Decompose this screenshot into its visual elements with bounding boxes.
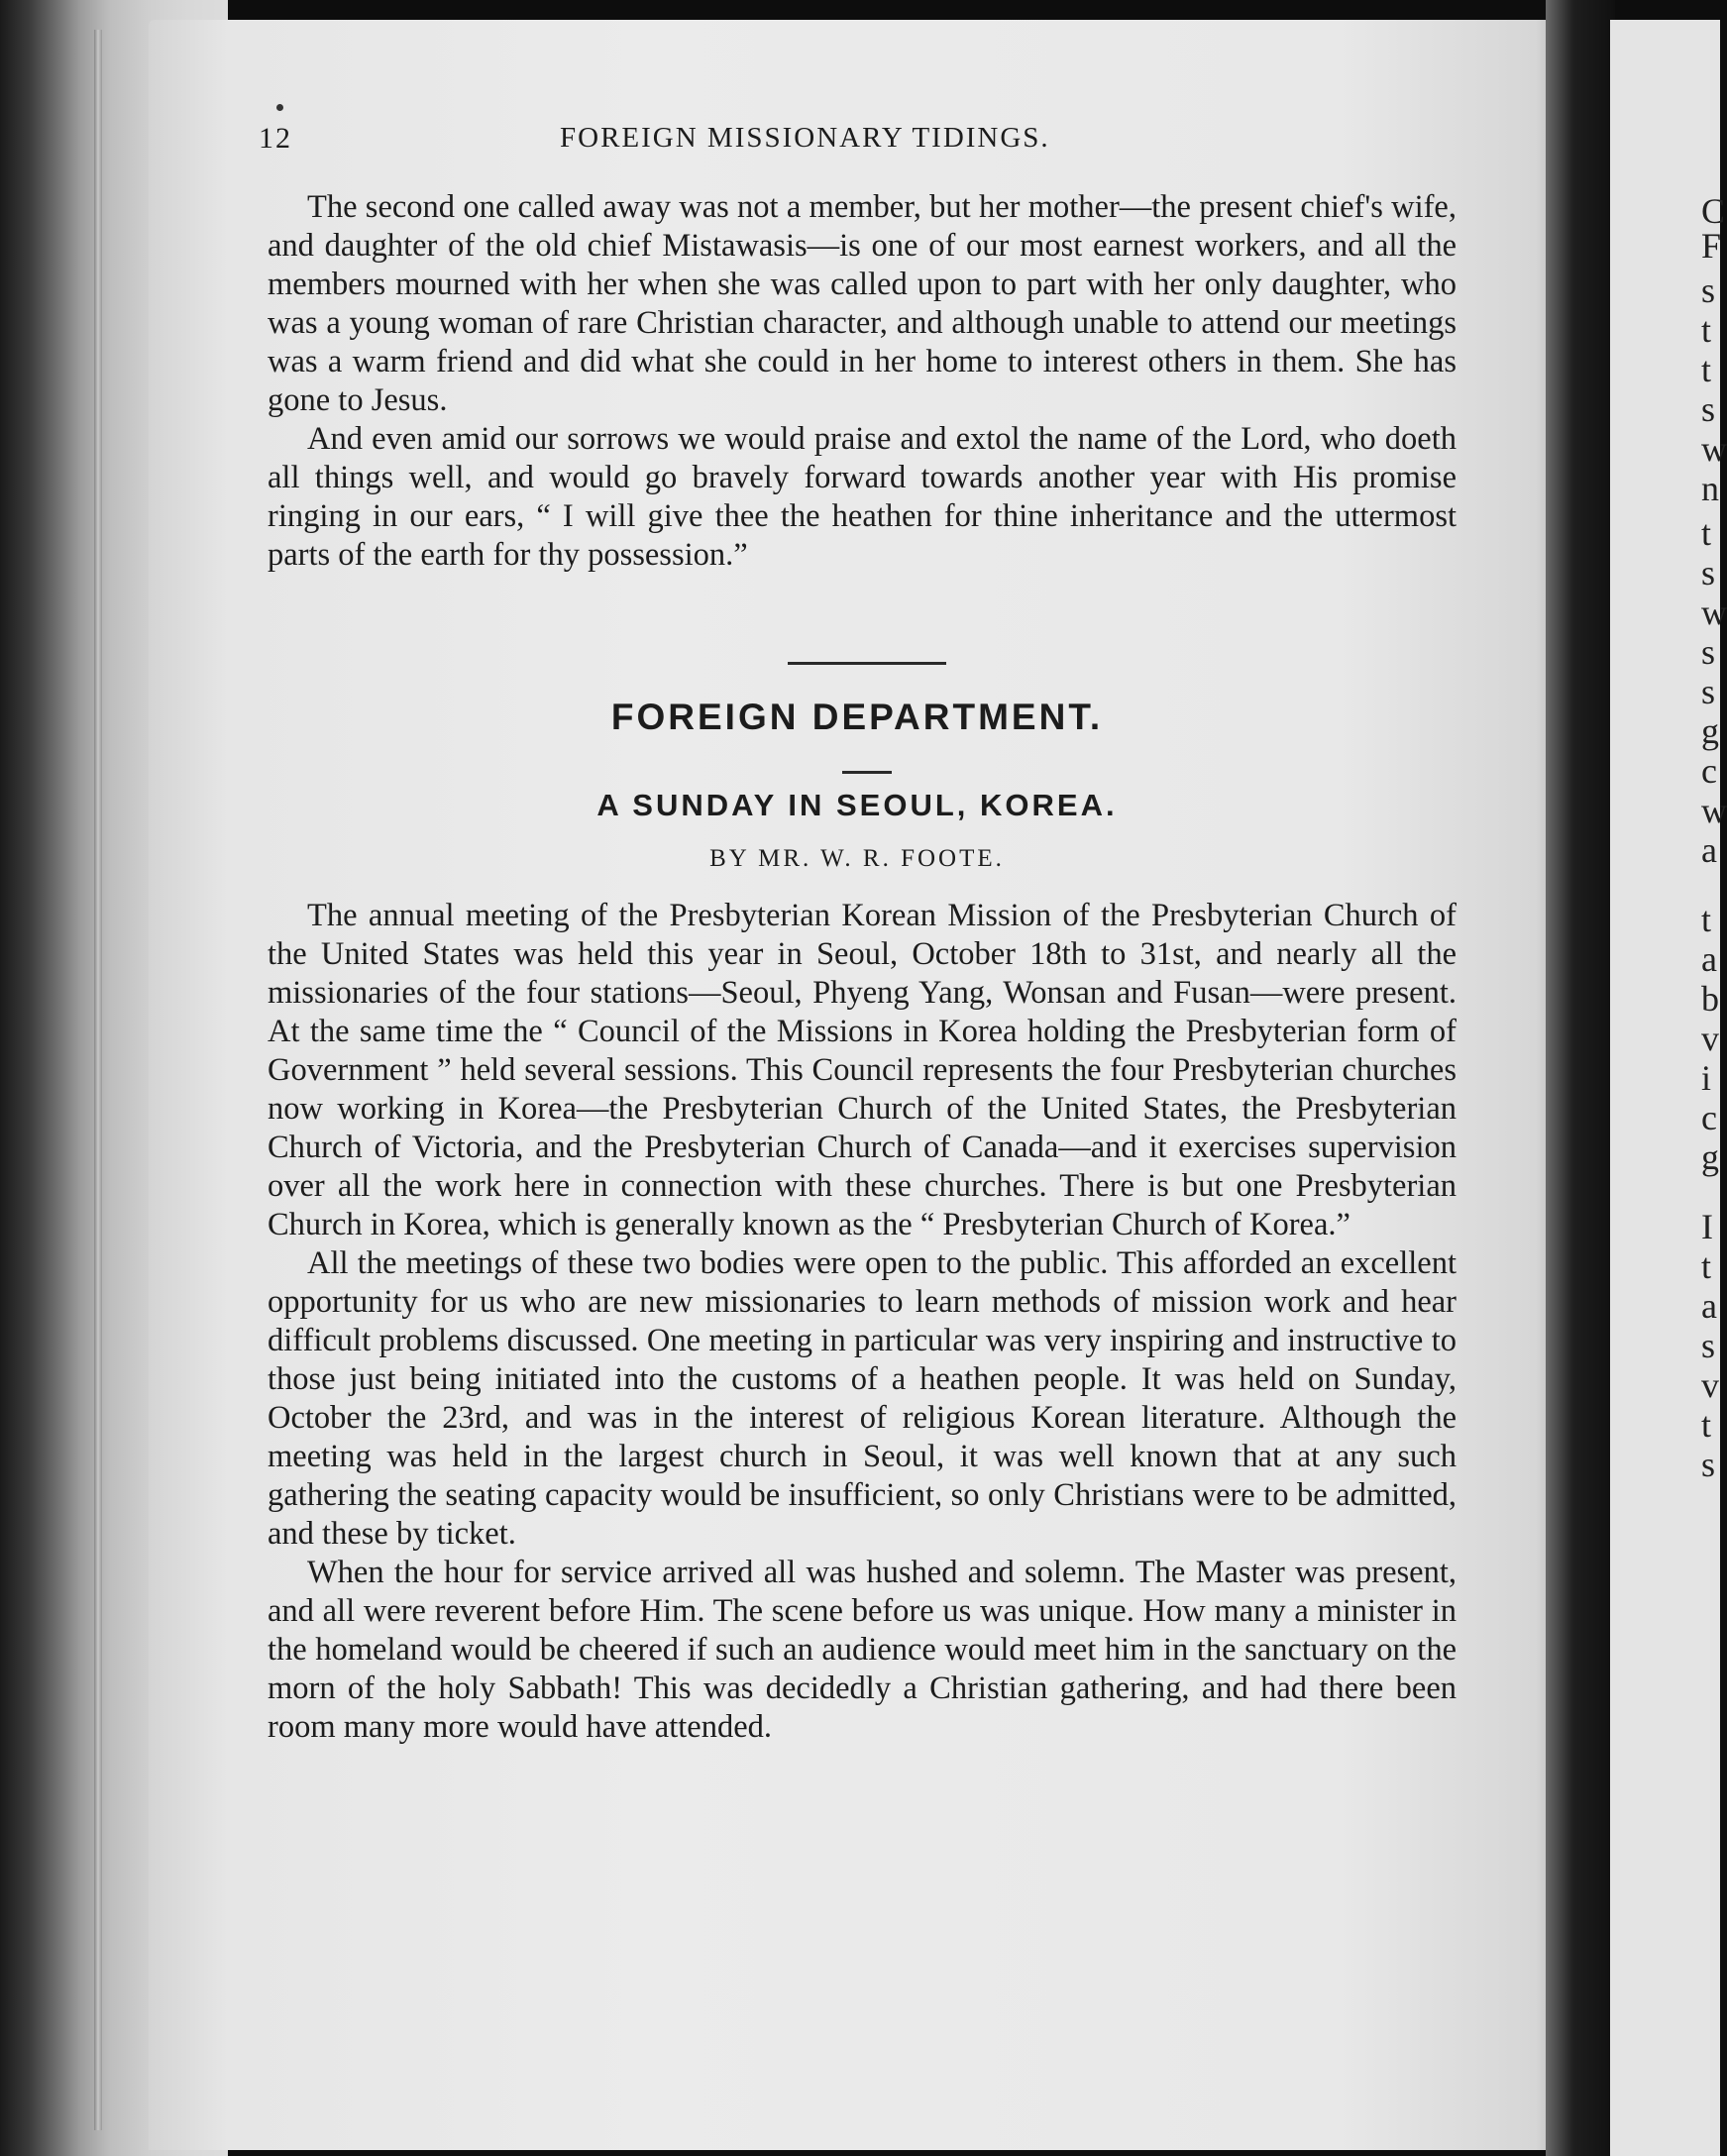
facing-page-letter: s	[1701, 389, 1716, 429]
facing-page-letter: v	[1701, 1365, 1719, 1405]
article-paragraph: When the hour for service arrived all was hushed and solemn. The Master was present, and all were reverent before Him. The scene before us was unique. How many a minister in the homeland would be cheered if such an audience would meet him in the sanctuary on the morn of the holy Sabbath! This was decidedly a Christian gathering, and had there been room many more would have attended.	[268, 1555, 1457, 1745]
facing-page-letter: a	[1701, 830, 1717, 870]
facing-page-letter: t	[1701, 900, 1712, 939]
facing-page-letter: s	[1701, 672, 1716, 711]
facing-page-letter: t	[1701, 513, 1712, 553]
facing-page-edge	[1610, 20, 1727, 2156]
article-body	[268, 897, 1457, 1747]
facing-page-letter: w	[1701, 791, 1727, 830]
opening-paragraph: And even amid our sorrows we would praise and extol the name of the Lord, who doeth all things well, and would go bravely forward towards another year with His promise ringing in our ears, “ I will give thee the heathen for thine inheritance and the uttermost parts of the earth for thy possession.”	[268, 421, 1457, 573]
facing-page-letter: c	[1701, 1098, 1717, 1137]
title-rule	[842, 771, 892, 774]
facing-page-letter: s	[1701, 553, 1716, 593]
facing-page-letter: w	[1701, 429, 1727, 469]
department-title: FOREIGN DEPARTMENT.	[610, 697, 1104, 737]
facing-page-letter: g	[1701, 711, 1719, 751]
section-rule	[788, 662, 946, 665]
article-paragraph: The annual meeting of the Presbyterian Korean Mission of the Presbyterian Church of the United States was held this year in Seoul, October 18th to 31st, and nearly all the missionaries of the four stations—Seoul, Phyeng Yang, Wonsan and Fusan—were present. At the same time the “ Council of the Missions in Korea holding the Presbyterian form of Government ” held several sessions. This Council represents the four Presbyterian churches now working in Korea—the Presbyterian Church of the United States, the Presbyterian Church of Victoria, and the Presbyterian Church of Canada—and it exercises supervision over all the work here in connection with these churches. There is but one Presbyterian Church in Korea, which is generally known as the “ Presbyterian Church of Korea.”	[268, 898, 1457, 1242]
facing-page-letter: C	[1701, 191, 1726, 231]
facing-page-letter: s	[1701, 632, 1716, 672]
facing-page-letter: t	[1701, 1246, 1712, 1286]
facing-page-letter: a	[1701, 939, 1717, 979]
facing-page-letter: F	[1701, 226, 1722, 266]
article-title: A SUNDAY IN SEOUL, KOREA.	[596, 788, 1118, 822]
article-byline: BY MR. W. R. FOOTE.	[709, 845, 1005, 872]
facing-page-letter: I	[1701, 1207, 1713, 1246]
facing-page-letter: g	[1701, 1137, 1719, 1177]
facing-page-letter: t	[1701, 310, 1712, 350]
facing-page-letter: s	[1701, 270, 1716, 310]
facing-page-letter: t	[1701, 1405, 1712, 1445]
page-content	[253, 104, 1461, 1745]
facing-page-letter: i	[1701, 1058, 1712, 1098]
article-paragraph: All the meetings of these two bodies were open to the public. This afforded an excellent opportunity for us who are new missionaries to learn methods of mission work and hear difficult problems discussed. One meeting in particular was very inspiring and instructive to those just being initiated into the customs of a heathen people. It was held on Sunday, October the 23rd, and was in the interest of religious Korean literature. Although the meeting was held in the largest church in Seoul, it was well known that at any such gathering the seating capacity would be insufficient, so only Christians were to be admitted, and these by ticket.	[268, 1245, 1457, 1552]
opening-paragraph: The second one called away was not a member, but her mother—the present chief's wife, and daughter of the old chief Mistawasis—is one of our most earnest workers, and all the members mourned with her when she was called upon to part with her only daughter, who was a young woman of rare Christian character, and although unable to attend our meetings was a warm friend and did what she could in her home to interest others in them. She has gone to Jesus.	[268, 189, 1457, 418]
running-title: FOREIGN MISSIONARY TIDINGS.	[560, 122, 1050, 154]
facing-page-letter: n	[1701, 469, 1719, 508]
facing-page-letter: s	[1701, 1326, 1716, 1365]
book-gutter	[1546, 0, 1615, 2156]
page-number: 12	[259, 122, 292, 155]
facing-page-letter: s	[1701, 1445, 1716, 1484]
running-head	[253, 104, 1461, 154]
facing-page-letter: w	[1701, 593, 1727, 632]
facing-page-letter: c	[1701, 751, 1717, 791]
facing-page-letter: v	[1701, 1019, 1719, 1058]
facing-page-letter: b	[1701, 979, 1719, 1019]
page-dot	[276, 104, 283, 111]
facing-page-letter: t	[1701, 350, 1712, 389]
opening-text	[268, 188, 1457, 575]
facing-page-letter: a	[1701, 1286, 1717, 1326]
